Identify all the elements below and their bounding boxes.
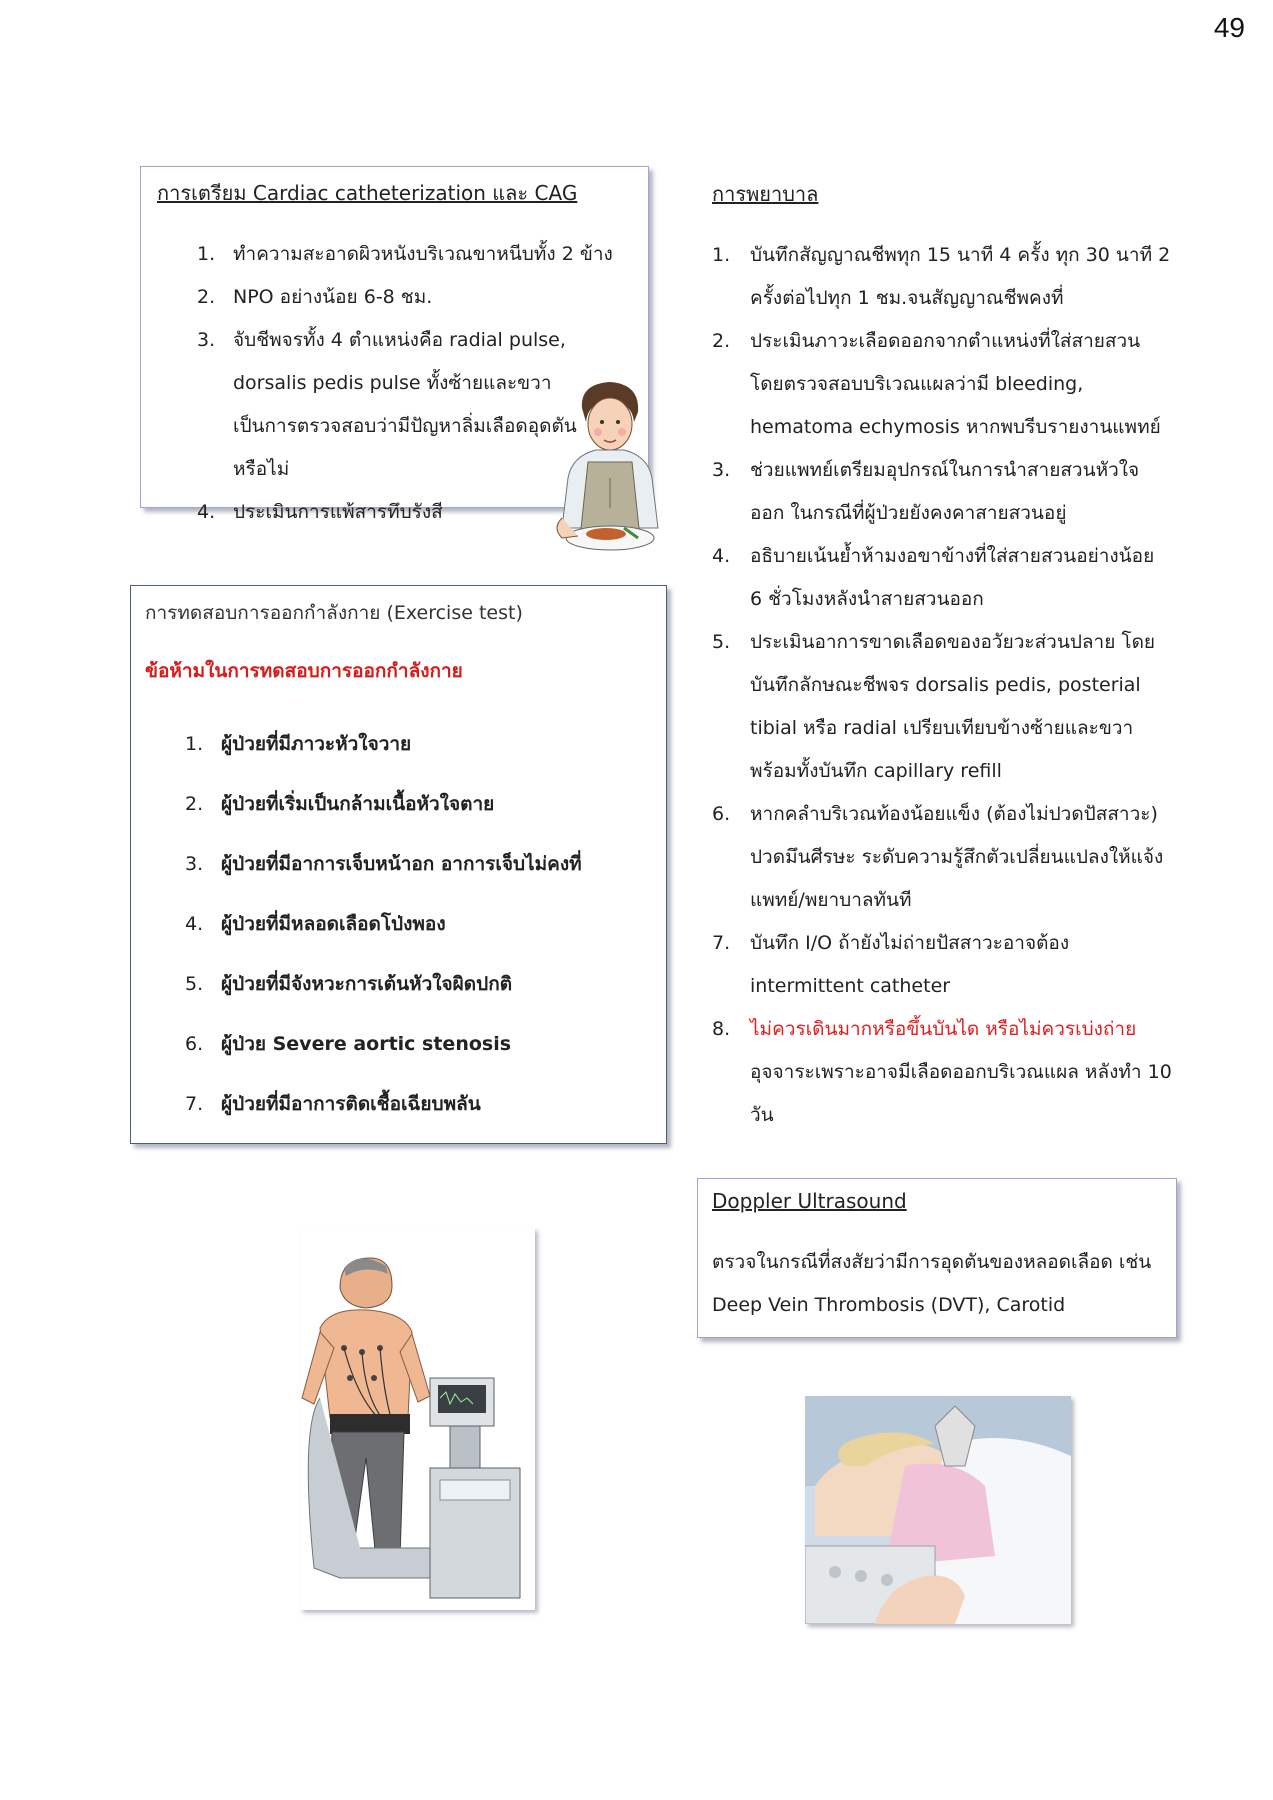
nurse-illustration [548, 378, 680, 568]
treadmill-exercise-illustration [300, 1228, 535, 1610]
list-item: 3. จับชีพจรทั้ง 4 ตำแหน่งคือ radial pulse, dorsalis pedis pulse ทั้งซ้ายและขวาเป็นการตรวจสอบว่ามีปัญหาลิ่มเลือดอุดตันหรือไม่ [197, 329, 577, 480]
nursing-care-section [712, 178, 1172, 1137]
doppler-ultrasound-box [697, 1178, 1177, 1338]
list-item: 6. หากคลำบริเวณท้องน้อยแข็ง (ต้องไม่ปวดปัสสาวะ) ปวดมึนศีรษะ ระดับความรู้สึกตัวเปลี่ยนแปลงให้แจ้งแพทย์/พยาบาลทันที [712, 803, 1164, 911]
list-item: 8. ไม่ควรเดินมากหรือขึ้นบันได หรือไม่ควรเบ่งถ่าย อุจจาระเพราะอาจมีเลือดออกบริเวณแผล หลังทำ 10 วัน [712, 1018, 1172, 1126]
exercise-test-box [130, 585, 667, 1144]
list-item: 3. ช่วยแพทย์เตรียมอุปกรณ์ในการนำสายสวนหัวใจออก ในกรณีที่ผู้ป่วยยังคงคาสายสวนอยู่ [712, 459, 1140, 524]
doppler-body: ตรวจในกรณีที่สงสัยว่ามีการอุดตันของหลอดเลือด เช่น Deep Vein Thrombosis (DVT), Carotid [712, 1251, 1152, 1316]
prep-title: การเตรียม Cardiac catheterization และ CAG [157, 181, 578, 205]
nursing-title: การพยาบาล [712, 182, 819, 206]
list-item: 1. ทำความสะอาดผิวหนังบริเวณขาหนีบทั้ง 2 ข้าง [197, 243, 613, 265]
list-item: 5. ประเมินอาการขาดเลือดของอวัยวะส่วนปลาย โดยบันทึกลักษณะชีพจร dorsalis pedis, posterial tibial หรือ radial เปรียบเทียบข้างซ้ายและขวาพร้อมทั้งบันทึก capillary refill [712, 631, 1156, 782]
carotid-ultrasound-photo [805, 1396, 1071, 1624]
list-item: 2. ผู้ป่วยที่เริ่มเป็นกล้ามเนื้อหัวใจตาย [185, 793, 495, 815]
list-item: 7. ผู้ป่วยที่มีอาการติดเชื้อเฉียบพลัน [185, 1093, 481, 1115]
list-item: 6. ผู้ป่วย Severe aortic stenosis [185, 1033, 512, 1055]
list-item: 1. บันทึกสัญญาณชีพทุก 15 นาที 4 ครั้ง ทุก 30 นาที 2 ครั้งต่อไปทุก 1 ชม.จนสัญญาณชีพคงที่ [712, 244, 1171, 309]
list-item: 4. ประเมินการแพ้สารทึบรังสี [197, 501, 443, 523]
page-number: 49 [1213, 12, 1245, 43]
list-item: 3. ผู้ป่วยที่มีอาการเจ็บหน้าอก อาการเจ็บไม่คงที่ [185, 853, 582, 875]
nursing-warning-text: ไม่ควรเดินมากหรือขึ้นบันได หรือไม่ควรเบ่งถ่าย [750, 1018, 1137, 1040]
exercise-contraindication-heading: ข้อห้ามในการทดสอบการออกกำลังกาย [145, 660, 463, 682]
list-item: 1. ผู้ป่วยที่มีภาวะหัวใจวาย [185, 733, 412, 755]
list-item: 4. อธิบายเน้นย้ำห้ามงอขาข้างที่ใส่สายสวนอย่างน้อย 6 ชั่วโมงหลังนำสายสวนออก [712, 545, 1155, 610]
doppler-title: Doppler Ultrasound [712, 1189, 907, 1213]
exercise-list [185, 714, 645, 1134]
list-item: 2. ประเมินภาวะเลือดออกจากตำแหน่งที่ใส่สายสวน โดยตรวจสอบบริเวณแผลว่ามี bleeding, hematoma echymosis หากพบรีบรายงานแพทย์ [712, 330, 1161, 438]
list-item: 5. ผู้ป่วยที่มีจังหวะการเต้นหัวใจผิดปกติ [185, 973, 513, 995]
list-item: 4. ผู้ป่วยที่มีหลอดเลือดโป่งพอง [185, 913, 446, 935]
list-item: 7. บันทึก I/O ถ้ายังไม่ถ่ายปัสสาวะอาจต้อง intermittent catheter [712, 932, 1070, 997]
exercise-title: การทดสอบการออกกำลังกาย (Exercise test) [145, 602, 523, 624]
nursing-list [712, 234, 1172, 1137]
list-item: 2. NPO อย่างน้อย 6-8 ชม. [197, 286, 433, 308]
